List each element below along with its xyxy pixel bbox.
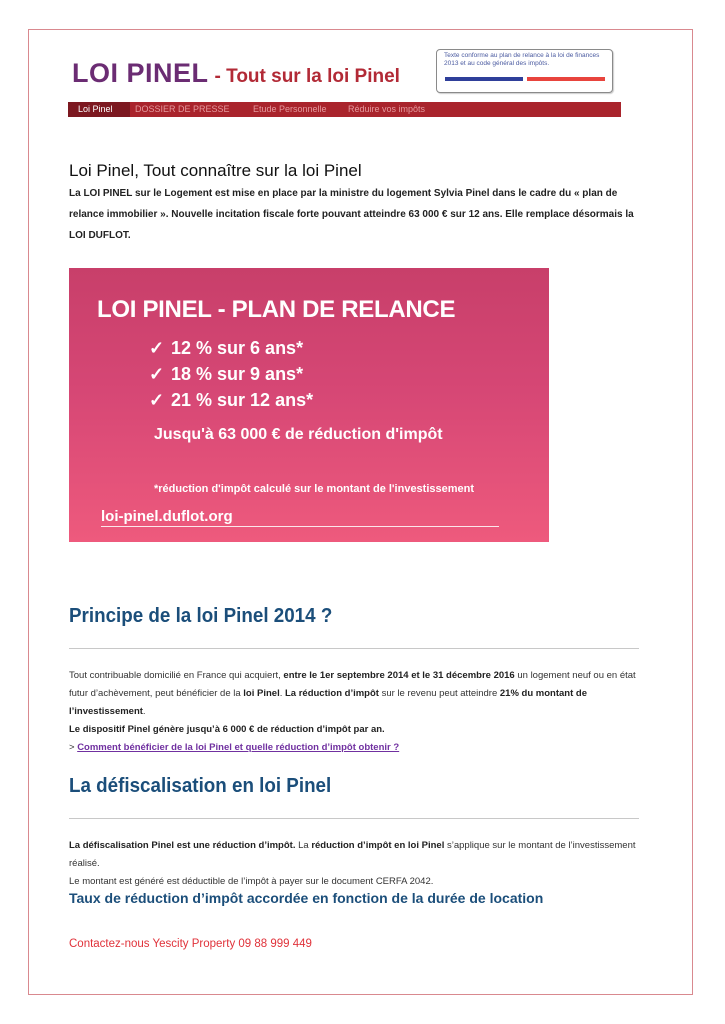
defiscalisation-paragraph [69,837,641,891]
site-title-main: LOI PINEL [72,58,209,88]
text-run: Le montant est généré est déductible de l’impôt à payer sur le document CERFA 2042. [69,876,434,887]
principe-highlight: Le dispositif Pinel génère jusqu’à 6 000 € de réduction d’impôt par an. [69,724,385,735]
text-run: sur le revenu peut atteindre [378,688,500,699]
text-run: La [295,840,312,851]
badge-blue-stripe [445,77,523,81]
badge-text: Texte conforme au plan de relance à la loi de finances 2013 et au code général des impôts. [444,52,600,67]
benefit-link[interactable]: Comment bénéficier de la loi Pinel et quelle réduction d’impôt obtenir ? [77,742,400,753]
text-run-bold: entre le 1er septembre 2014 et le 31 décembre 2016 [283,670,515,681]
promo-rate-text: 18 % sur 9 ans* [171,364,304,384]
promo-reduction: Jusqu'à 63 000 € de réduction d'impôt [154,426,443,443]
text-run-bold: La défiscalisation Pinel est une réduction d’impôt. [69,840,296,851]
text-run-bold: La réduction d’impôt [285,688,379,699]
principe-heading: Principe de la loi Pinel 2014 ? [69,605,333,627]
promo-rate-text: 12 % sur 6 ans* [171,338,304,358]
site-title-sub: - Tout sur la loi Pinel [214,66,400,87]
check-icon: ✓ [149,390,165,410]
text-run-bold: réduction d’impôt en loi Pinel [311,840,445,851]
promo-rate-12-years [149,390,313,411]
check-icon: ✓ [149,364,165,384]
text-run: . [279,688,285,699]
promo-rate-6-years [149,338,303,359]
promo-title: LOI PINEL - PLAN DE RELANCE [97,296,456,323]
promo-banner [69,268,549,542]
text-run-bold: 21% du montant de l’investissement [69,688,587,717]
contact-line[interactable]: Contactez-nous Yescity Property 09 88 999 449 [69,938,312,950]
text-run-bold: loi Pinel [243,688,280,699]
badge-red-stripe [527,77,605,81]
promo-footnote: *réduction d'impôt calculé sur le montant de l'investissement [154,483,475,495]
divider [69,648,639,649]
text-run: . [142,706,146,717]
link-prefix: > [69,742,78,753]
rate-subheading: Taux de réduction d’impôt accordée en fonction de la durée de location [69,890,544,906]
intro-heading: Loi Pinel, Tout connaître sur la loi Pinel [69,161,362,180]
site-title[interactable] [72,58,400,89]
promo-url: loi-pinel.duflot.org [101,508,233,525]
nav-item-reduire-vos-impots[interactable]: Réduire vos impôts [348,104,426,114]
text-run: Tout contribuable domicilié en France qui acquiert, [69,670,284,681]
nav-item-dossier-de-presse[interactable]: DOSSIER DE PRESSE [135,104,230,114]
conformity-badge [436,49,613,93]
intro-paragraph: La LOI PINEL sur le Logement est mise en place par la ministre du logement Sylvia Pinel dans le cadre du « plan de relance immobilier ». Nouvelle incitation fiscale forte pouvant atteindre 63 000 € sur 12 ans. Elle remplace désormais la LOI DUFLOT. [69,188,634,241]
promo-url-underline [101,526,499,527]
promo-rate-9-years [149,364,303,385]
promo-rate-text: 21 % sur 12 ans* [171,390,314,410]
check-icon: ✓ [149,338,165,358]
defiscalisation-heading: La défiscalisation en loi Pinel [69,775,332,797]
text-run: s’applique sur le montant de l’investissement réalisé. [69,840,636,869]
divider [69,818,639,819]
nav-item-etude-personnelle[interactable]: Etude Personnelle [253,104,327,114]
main-nav [68,102,621,117]
principe-paragraph [69,667,641,757]
nav-item-loi-pinel[interactable]: Loi Pinel [68,102,130,117]
text-run: un logement neuf ou en état futur d’achèvement, peut bénéficier de la [69,670,636,699]
